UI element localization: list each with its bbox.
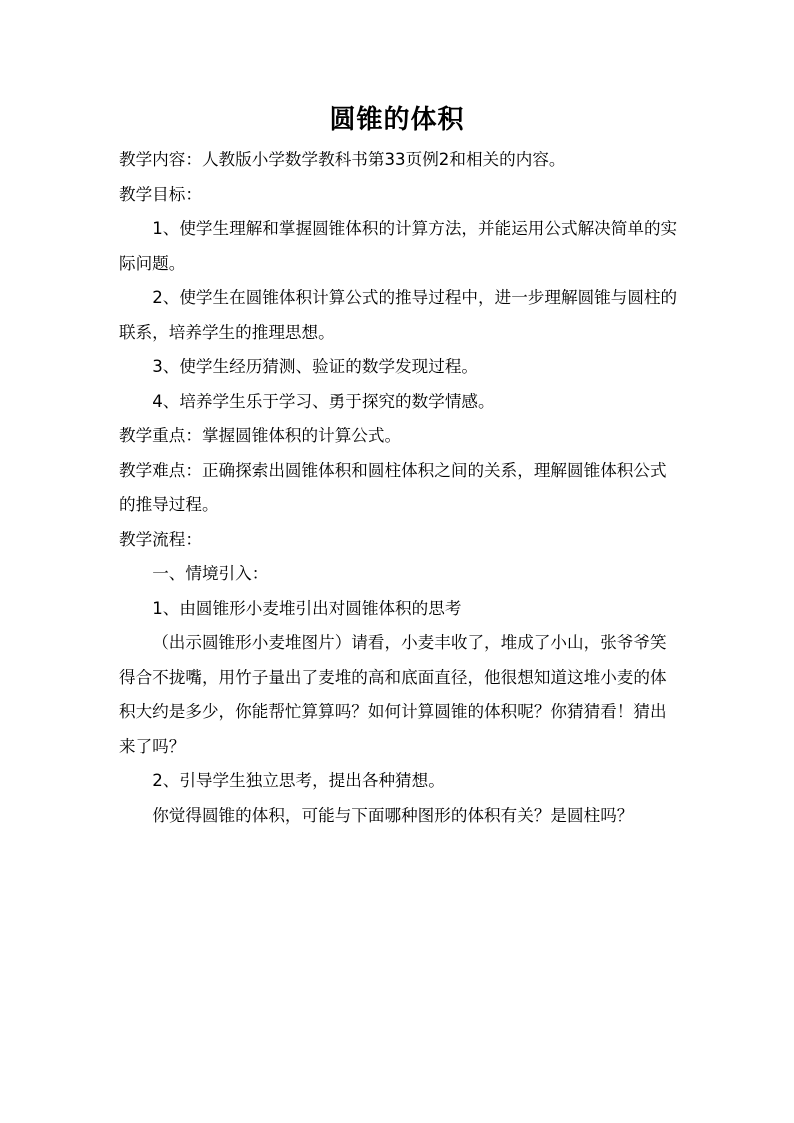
- paragraph-scenario: （出示圆锥形小麦堆图片）请看，小麦丰收了，堆成了小山，张爷爷笑得合不拢嘴，用竹子量出了麦堆的高和底面直径，他很想知道这堆小麦的体积大约是多少，你能帮忙算算吗？如何计算圆锥的体积呢？你猜猜看！猜出来了吗？: [119, 633, 667, 756]
- paragraph-question: 你觉得圆锥的体积，可能与下面哪种图形的体积有关？是圆柱吗？: [152, 805, 634, 825]
- paragraph-goal-2: 2、使学生在圆锥体积计算公式的推导过程中，进一步理解圆锥与圆柱的联系，培养学生的推理思想。: [119, 288, 678, 342]
- paragraph-step-2: 2、引导学生独立思考，提出各种猜想。: [152, 771, 445, 790]
- paragraph-goal-4: 4、培养学生乐于学习、勇于探究的数学情感。: [152, 391, 495, 411]
- paragraph-process-heading: 教学流程：: [119, 529, 202, 549]
- document-body: [119, 143, 679, 833]
- paragraph-teaching-goals-heading: 教学目标：: [119, 184, 202, 204]
- paragraph-teaching-content: 教学内容：人教版小学数学教科书第33页例2和相关的内容。: [119, 150, 566, 169]
- paragraph-section-1-heading: 一、情境引入：: [152, 564, 269, 583]
- paragraph-key-point: 教学重点：掌握圆锥体积的计算公式。: [119, 426, 402, 445]
- paragraph-goal-1: 1、使学生理解和掌握圆锥体积的计算方法，并能运用公式解决简单的实际问题。: [119, 219, 678, 273]
- paragraph-difficulty: 教学难点：正确探索出圆锥体积和圆柱体积之间的关系，理解圆锥体积公式的推导过程。: [119, 460, 667, 514]
- document-title: 圆锥的体积: [329, 105, 465, 135]
- paragraph-step-1: 1、由圆锥形小麦堆引出对圆锥体积的思考: [152, 598, 462, 618]
- paragraph-goal-3: 3、使学生经历猜测、验证的数学发现过程。: [152, 357, 479, 376]
